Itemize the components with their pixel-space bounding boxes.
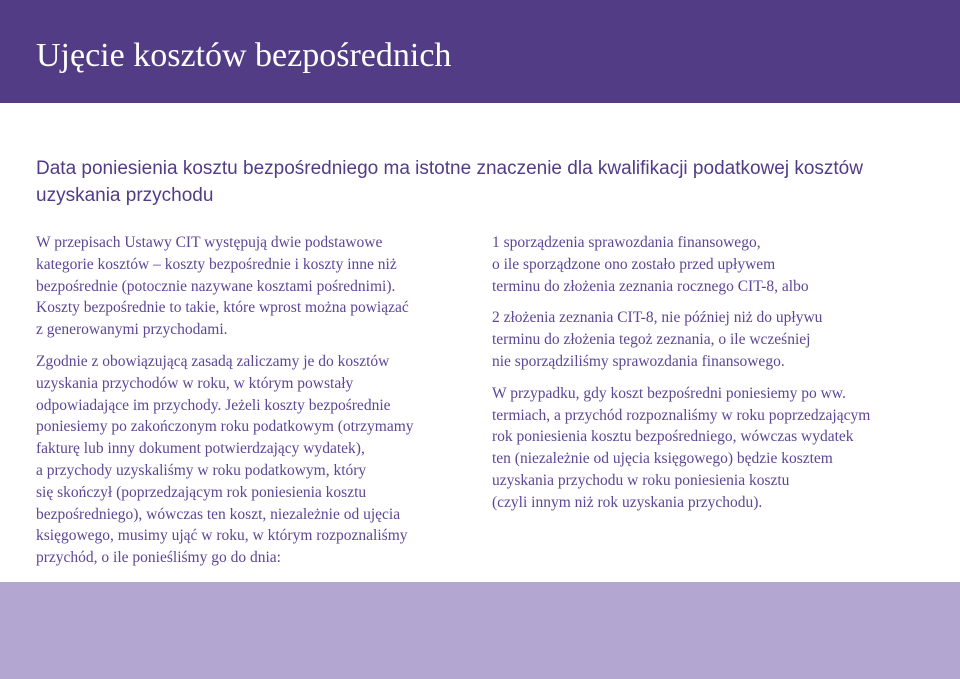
text-line: odpowiadające im przychody. Jeżeli koszty bezpośrednie <box>36 396 391 414</box>
text-line: Koszty bezpośrednie to takie, które wprost można powiązać <box>36 299 409 317</box>
paragraph-after-deadline <box>492 383 924 514</box>
text-line: terminu do złożenia zeznania rocznego CIT-8, albo <box>492 277 809 295</box>
text-line: o ile sporządzone ono zostało przed upływem <box>492 255 776 273</box>
text-line: a przychody uzyskaliśmy w roku podatkowym, który <box>36 461 367 479</box>
text-line: ten (niezależnie od ujęcia księgowego) będzie kosztem <box>492 450 833 468</box>
text-line: terminu do złożenia tegoż zeznania, o ile wcześniej <box>492 331 811 349</box>
text-line: 1 sporządzenia sprawozdania finansowego, <box>492 234 761 251</box>
text-line: księgowego, musimy ująć w roku, w którym rozpoznaliśmy <box>36 527 408 545</box>
text-line: poniesiemy po zakończonym roku podatkowym (otrzymamy <box>36 418 414 436</box>
left-column <box>36 232 466 569</box>
text-line: uzyskania przychodów w roku, w którym powstały <box>36 374 354 392</box>
text-line: bezpośrednie (potocznie nazywane kosztami pośrednimi). <box>36 277 396 295</box>
right-column <box>492 232 924 514</box>
page-subtitle: Data poniesienia kosztu bezpośredniego ma istotne znaczenie dla kwalifikacji podatkowej kosztów uzyskania przychodu <box>36 158 863 206</box>
text-line: bezpośredniego), wówczas ten koszt, niezależnie od ujęcia <box>36 505 401 523</box>
text-line: (czyli innym niż rok uzyskania przychodu). <box>492 493 763 511</box>
list-item-2 <box>492 307 924 372</box>
text-line: Zgodnie z obowiązującą zasadą zaliczamy je do kosztów <box>36 352 390 370</box>
list-item-1 <box>492 232 924 297</box>
text-line: termiach, a przychód rozpoznaliśmy w roku poprzedzającym <box>492 406 871 424</box>
paragraph-categories <box>36 232 466 341</box>
text-line: fakturę lub inny dokument potwierdzający wydatek), <box>36 440 365 458</box>
page-title: Ujęcie kosztów bezpośrednich <box>36 37 452 74</box>
text-line: 2 złożenia zeznania CIT-8, nie później niż do upływu <box>492 309 823 327</box>
text-line: rok poniesienia kosztu bezpośredniego, wówczas wydatek <box>492 428 854 446</box>
footer-band <box>0 582 960 679</box>
text-line: uzyskania przychodu w roku poniesienia kosztu <box>492 471 790 489</box>
text-line: z generowanymi przychodami. <box>36 321 228 339</box>
text-line: się skończył (poprzedzającym rok poniesienia kosztu <box>36 483 367 501</box>
text-line: kategorie kosztów – koszty bezpośrednie i koszty inne niż <box>36 255 397 273</box>
text-line: W przypadku, gdy koszt bezpośredni poniesiemy po ww. <box>492 384 846 402</box>
text-line: W przepisach Ustawy CIT występują dwie podstawowe <box>36 234 383 251</box>
paragraph-rule <box>36 351 466 569</box>
text-line: przychód, o ile ponieśliśmy go do dnia: <box>36 549 281 567</box>
text-line: nie sporządziliśmy sprawozdania finansowego. <box>492 352 785 370</box>
